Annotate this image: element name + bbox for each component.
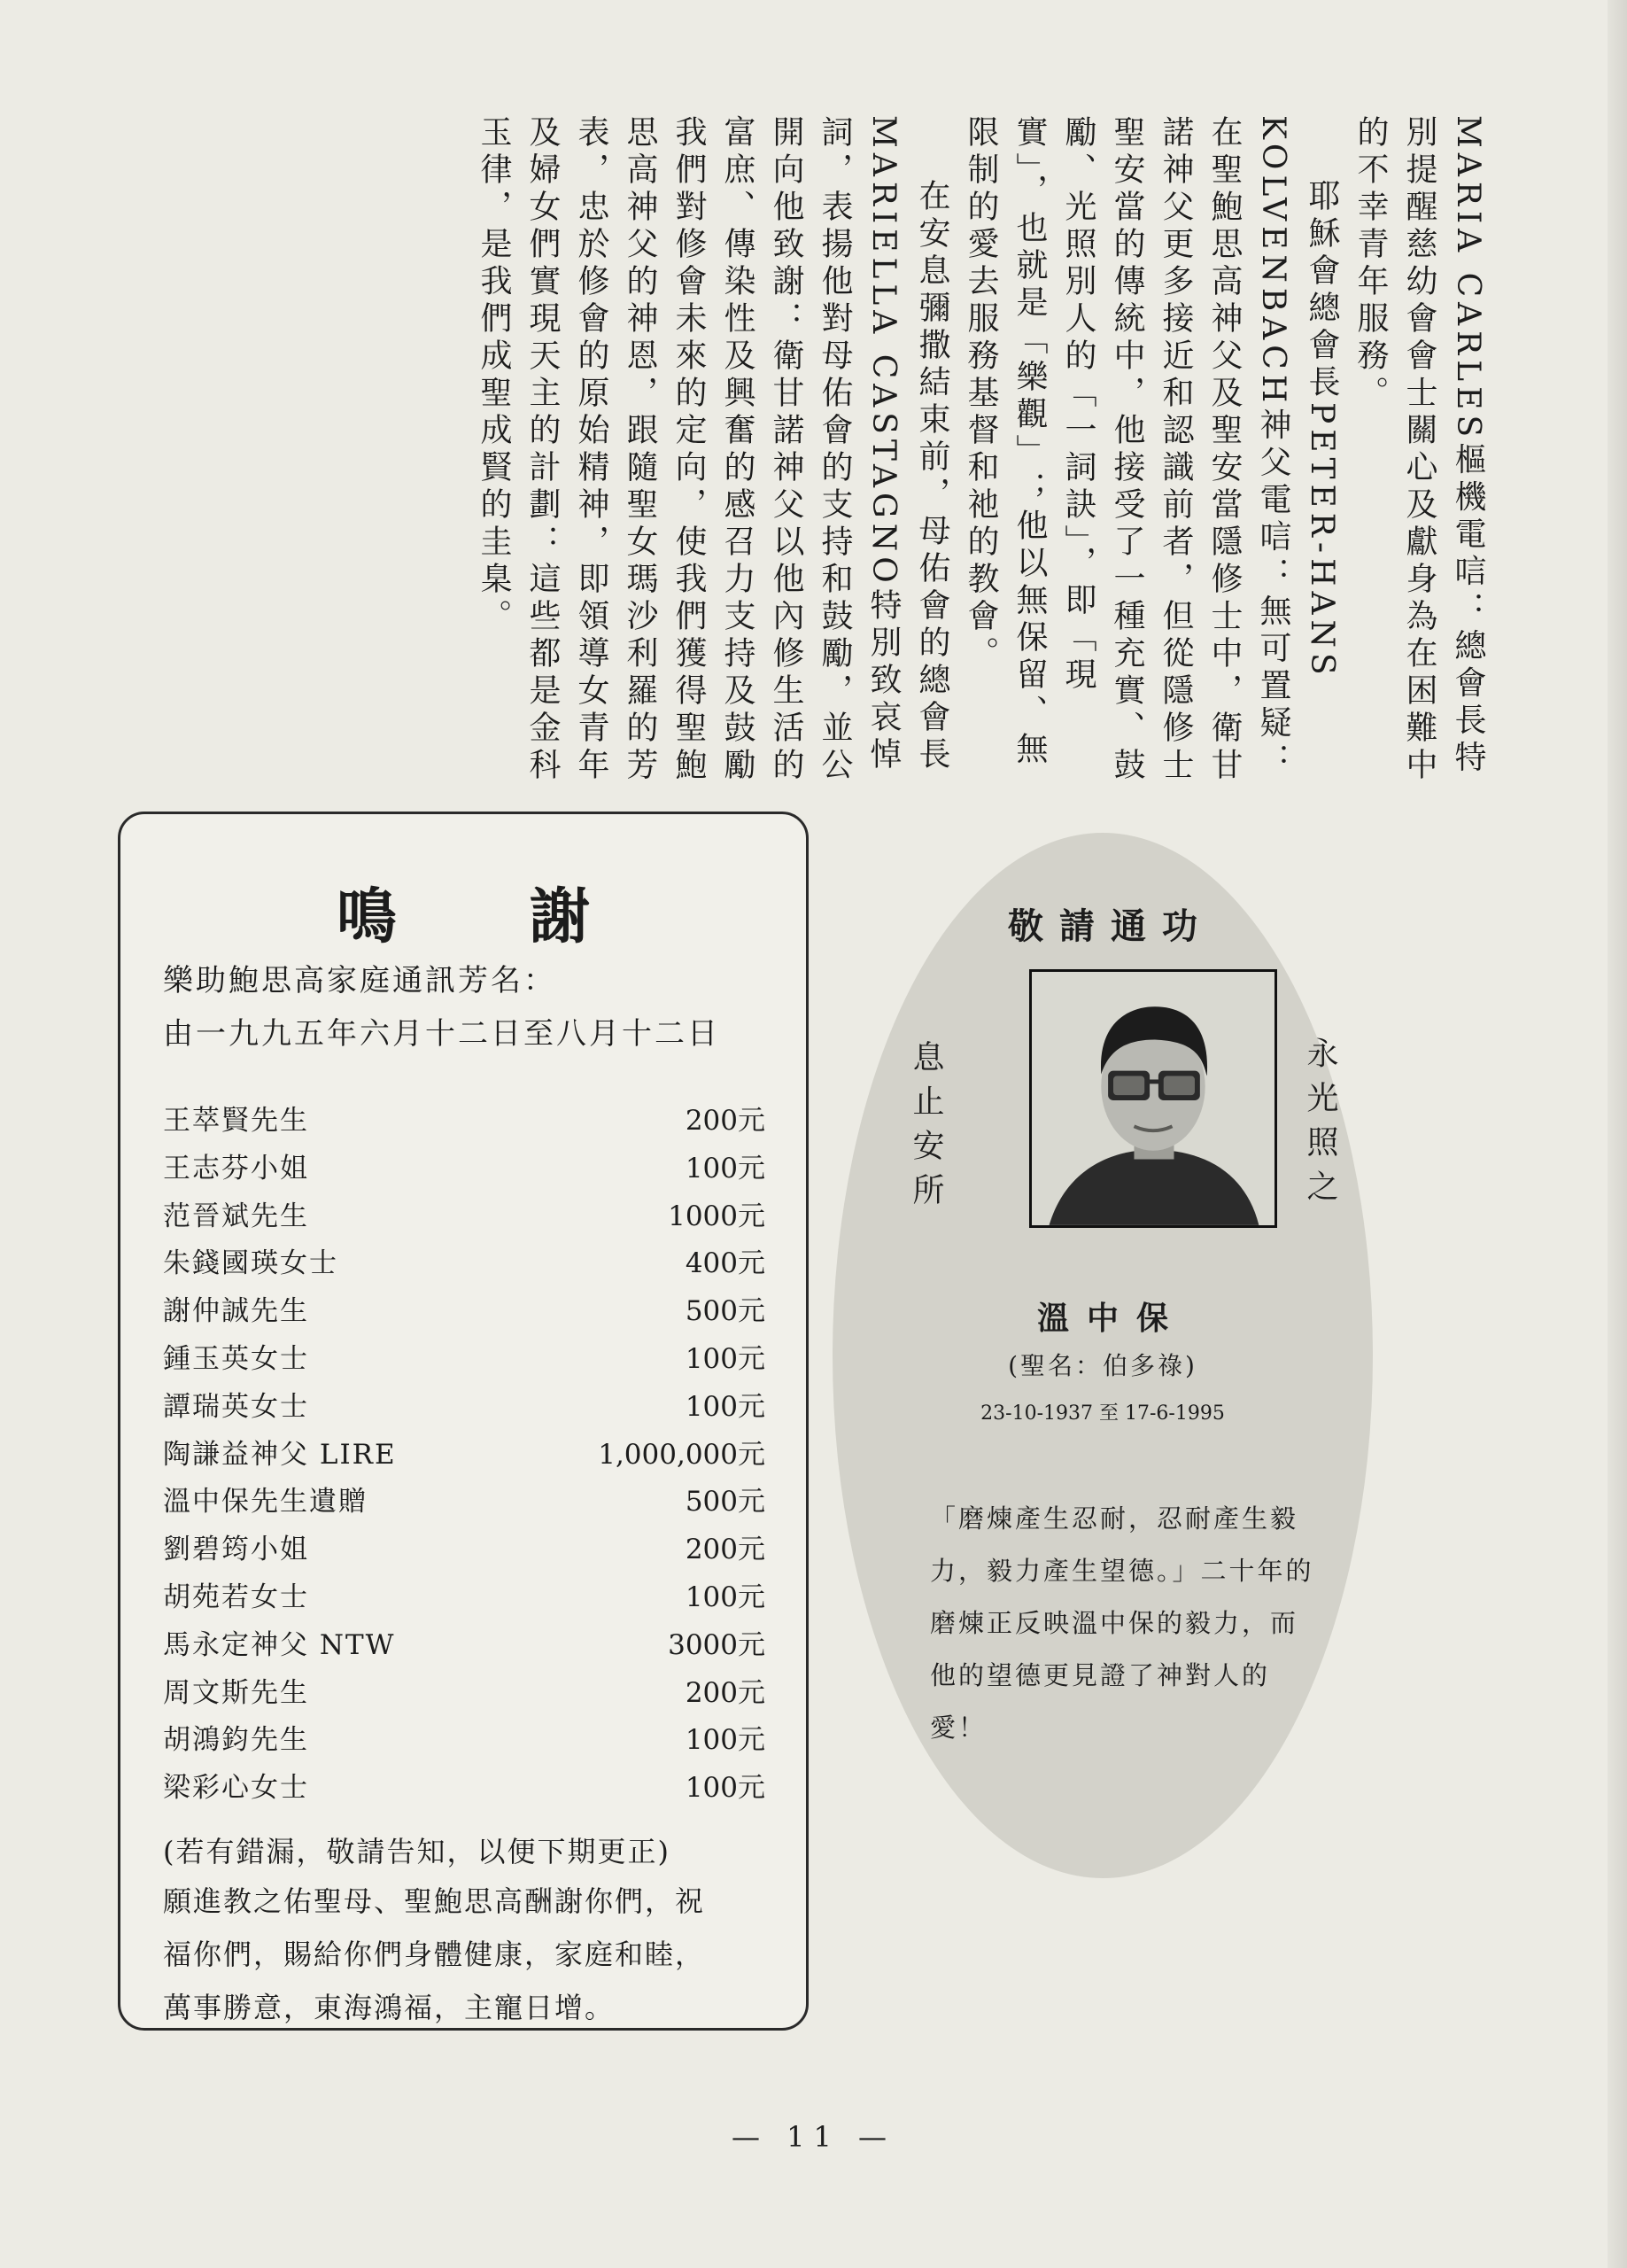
article-paragraph-1: MARIA CARLES樞機電唁：總會長特別提醒慈幼會會士關心及獻身為在困難中的不幸青年服務。 [1352,115,1486,785]
acknowledgement-intro: 樂助鮑思高家庭通訊芳名： [163,963,556,998]
donor-row [163,1103,765,1151]
donor-name: 溫中保先生遺贈 [163,1486,368,1518]
donor-amount: 100元 [685,1581,765,1613]
donor-row [163,1627,765,1675]
donor-name: 范晉斌先生 [163,1200,309,1232]
life-dates: 23-10-1937 至 17-6-1995 [980,1402,1225,1425]
donor-name: 王萃賢先生 [163,1105,309,1137]
donor-row [163,1437,765,1485]
donor-row [163,1293,765,1341]
memorial-left-text: 息止安所 [908,1040,944,1217]
donor-row [163,1151,765,1199]
donor-row [163,1770,765,1818]
donor-amount: 3000元 [668,1628,765,1661]
donor-amount: 100元 [685,1772,765,1805]
donor-row [163,1246,765,1293]
donor-name: 劉碧筠小姐 [163,1534,309,1566]
saint-name: (聖名：伯多祿) [1008,1351,1197,1380]
donor-amount: 200元 [685,1105,765,1137]
donor-amount: 1000元 [668,1200,765,1232]
donor-row [163,1675,765,1723]
donor-name: 梁彩心女士 [163,1772,309,1805]
donor-amount: 1,000,000元 [598,1438,765,1471]
donor-row [163,1341,765,1389]
donor-row [163,1580,765,1627]
portrait-photo [1029,969,1277,1228]
acknowledgement-title: 鳴謝 [336,882,723,952]
donor-row [163,1532,765,1580]
donor-amount: 200元 [685,1676,765,1709]
donor-amount: 100元 [685,1390,765,1423]
donor-name: 鍾玉英女士 [163,1342,309,1375]
donor-amount: 500元 [685,1295,765,1328]
donor-name: 譚瑞英女士 [163,1390,309,1423]
article-body [252,115,1492,788]
acknowledgement-period: 由一九九五年六月十二日至八月十二日 [163,1016,720,1052]
deceased-name: 溫中保 [1036,1300,1186,1337]
donor-name: 胡苑若女士 [163,1581,309,1613]
memorial-heading: 敬請通功 [1008,906,1213,947]
donor-name: 周文斯先生 [163,1676,309,1709]
page-number: — 11 — [731,2120,896,2154]
donor-amount: 100元 [685,1152,765,1184]
correction-note: (若有錯漏，敬請告知，以便下期更正) [163,1835,670,1868]
donor-amount: 100元 [685,1724,765,1757]
donor-amount: 400元 [685,1247,765,1280]
donor-name: 陶謙益神父 LIRE [163,1438,397,1471]
portrait-illustration [1032,972,1274,1225]
donor-amount: 200元 [685,1534,765,1566]
donor-row [163,1484,765,1532]
memorial-oval [833,833,1373,1878]
page-edge [1608,0,1627,2268]
donor-name: 朱錢國瑛女士 [163,1247,338,1280]
donor-name: 馬永定神父 NTW [163,1628,396,1661]
donor-list [163,1103,765,1818]
donor-amount: 500元 [685,1486,765,1518]
blessing-line: 願進教之佑聖母、聖鮑思高酬謝你們，祝 [163,1884,706,1918]
donor-name: 胡鴻鈞先生 [163,1724,309,1757]
donor-row [163,1199,765,1247]
donor-amount: 100元 [685,1342,765,1375]
donor-name: 王志芬小姐 [163,1152,309,1184]
donor-name: 謝仲誠先生 [163,1295,309,1328]
memorial-right-text: 永光照之 [1302,1037,1338,1214]
memorial-quote: 「磨煉產生忍耐，忍耐產生毅力，毅力產生望德。」二十年的磨煉正反映溫中保的毅力，而他的望德更見證了神對人的愛！ [930,1503,1314,1743]
blessing-line: 福你們，賜給你們身體健康，家庭和睦， [163,1938,706,1971]
acknowledgement-box [118,812,809,2031]
article-paragraph-2: 耶穌會總會長PETER-HANS KOLVENBACH神父電唁：無可置疑：在聖鮑思高神父及聖安當隱修士中，衛甘諾神父更多接近和認識前者，但從隱修士聖安當的傳統中，他接受了一種充實、鼓勵、光照別人的「一詞訣」，即「現實」，也就是「樂觀」；他以無保留、無限制的愛去服務基督和祂的教會。 [963,115,1340,785]
donor-row [163,1722,765,1770]
article-paragraph-3: 在安息彌撒結束前，母佑會的總會長MARIELLA CASTAGNO特別致哀悼詞，表揚他對母佑會的支持和鼓勵，並公開向他致謝：衛甘諾神父以他內修生活的富庶、傳染性及興奮的感召力支持及鼓勵我們對修會未來的定向，使我們獲得聖鮑思高神父的神恩，跟隨聖女瑪沙利羅的芳表，忠於修會的原始精神，即領導女青年及婦女們實現天主的計劃：這些都是金科玉律，是我們成聖成賢的圭臬。 [476,115,950,785]
donor-row [163,1389,765,1437]
blessing-line: 萬事勝意，東海鴻福，主寵日增。 [163,1991,616,2024]
